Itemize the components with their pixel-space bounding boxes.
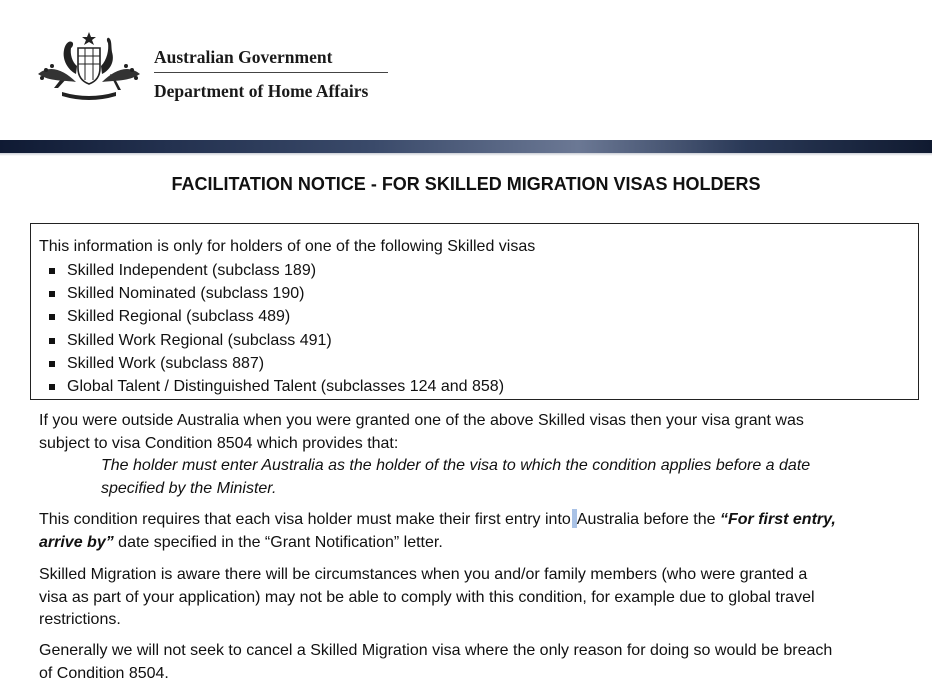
- bullet-icon: [49, 291, 55, 297]
- paragraph-text: This condition requires that each visa holder must make their first entry into: [39, 511, 571, 528]
- paragraph-line: Generally we will not seek to cancel a Skilled Migration visa where the only reason for doing so would be breach: [39, 642, 833, 659]
- paragraph-line: Skilled Migration is aware there will be circumstances when you and/or family members (who were granted a: [39, 566, 808, 583]
- paragraph-line: of Condition 8504.: [39, 664, 169, 682]
- header-divider: [154, 72, 388, 73]
- paragraph-circumstances: [39, 564, 919, 632]
- bullet-icon: [49, 338, 55, 344]
- list-item-text: Global Talent / Distinguished Talent (subclasses 124 and 858): [67, 377, 505, 395]
- paragraph-line: subject to visa Condition 8504 which provides that:: [39, 434, 399, 452]
- paragraph-line: [39, 532, 919, 555]
- emphasis-text: “For first entry,: [720, 511, 836, 528]
- paragraph-line: [39, 509, 919, 532]
- paragraph-first-entry: [39, 509, 919, 554]
- paragraph-line: If you were outside Australia when you were granted one of the above Skilled visas then your visa grant was: [39, 412, 804, 429]
- department-name: Department of Home Affairs: [154, 81, 369, 101]
- list-item-text: Skilled Work Regional (subclass 491): [67, 331, 332, 349]
- paragraph-line: restrictions.: [39, 611, 121, 628]
- list-item-text: Skilled Nominated (subclass 190): [67, 285, 305, 303]
- list-item-text: Skilled Regional (subclass 489): [67, 308, 291, 326]
- quote-line: The holder must enter Australia as the holder of the visa to which the condition applies before a date: [101, 457, 811, 474]
- bullet-icon: [49, 268, 55, 274]
- bullet-icon: [49, 314, 55, 320]
- quote-line: specified by the Minister.: [101, 479, 277, 497]
- visa-box-intro: This information is only for holders of one of the following Skilled visas: [39, 238, 536, 255]
- header-band-shadow: [0, 153, 932, 156]
- list-item-text: Skilled Independent (subclass 189): [67, 262, 317, 279]
- bullet-icon: [49, 384, 55, 390]
- paragraph-text: date specified in the “Grant Notification” letter.: [113, 533, 443, 551]
- paragraph-text: Australia before the: [576, 511, 720, 528]
- document-title: FACILITATION NOTICE - FOR SKILLED MIGRATION VISAS HOLDERS: [171, 174, 761, 194]
- visa-eligibility-box: [30, 223, 919, 400]
- paragraph-condition-8504: [39, 410, 919, 455]
- coat-of-arms-logo: [32, 30, 146, 102]
- bullet-icon: [49, 361, 55, 367]
- emphasis-text: arrive by”: [39, 533, 114, 551]
- paragraph-line: visa as part of your application) may not be able to comply with this condition, for example due to global travel: [39, 588, 815, 606]
- government-name: Australian Government: [154, 47, 333, 67]
- page-header: [0, 0, 932, 140]
- list-item-text: Skilled Work (subclass 887): [67, 354, 265, 372]
- header-color-band: [0, 140, 932, 153]
- paragraph-cancellation: [39, 640, 919, 685]
- condition-quote: [101, 455, 901, 500]
